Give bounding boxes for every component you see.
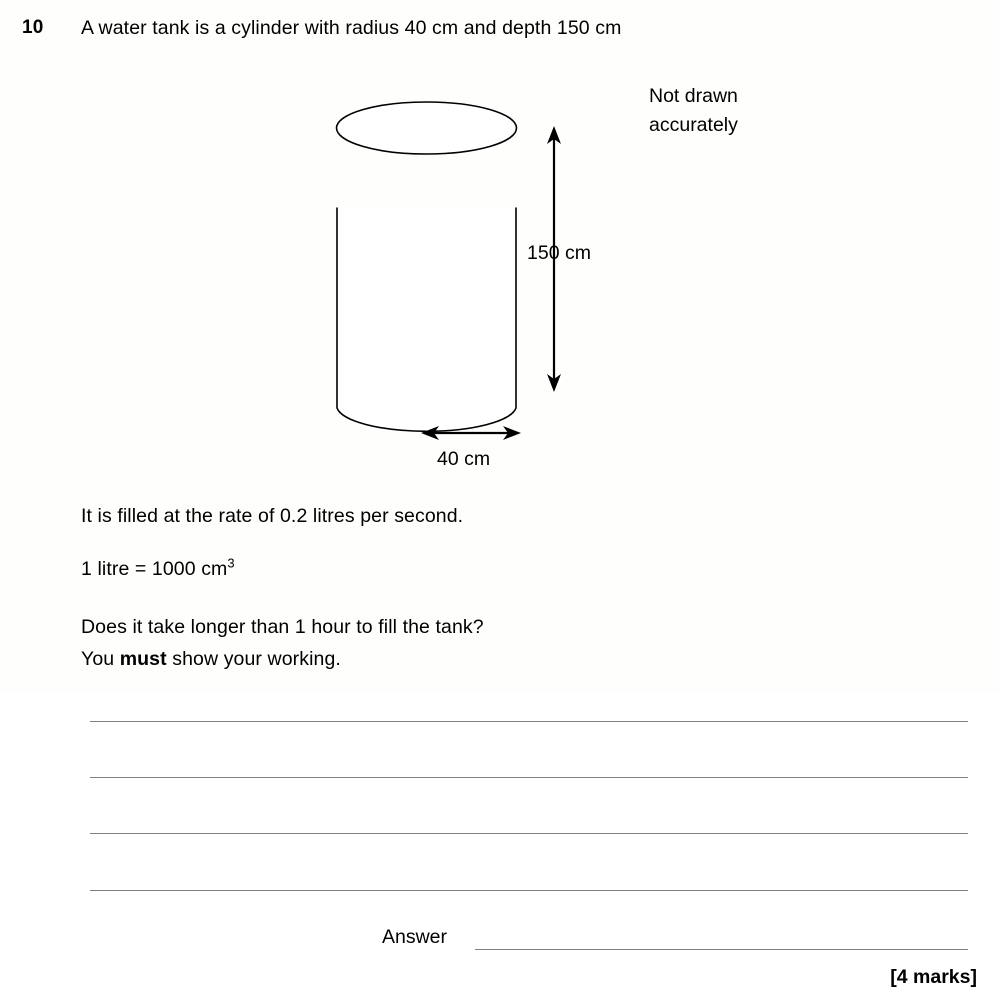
- question-stem: A water tank is a cylinder with radius 40 cm and depth 150 cm: [81, 17, 622, 39]
- fill-rate-text: It is filled at the rate of 0.2 litres per second.: [81, 505, 464, 527]
- not-drawn-line-2: accurately: [649, 114, 738, 136]
- working-line-3[interactable]: [90, 833, 968, 834]
- unit-conversion-text: [81, 555, 235, 581]
- width-dimension-label: 40 cm: [437, 448, 491, 470]
- marks-allocation: [4 marks]: [890, 966, 977, 988]
- working-line-4[interactable]: [90, 890, 968, 891]
- prompt-text-after: show your working.: [166, 648, 341, 670]
- height-dimension-label: 150 cm: [527, 242, 591, 264]
- prompt-text-before: You: [81, 648, 120, 670]
- answer-input-line[interactable]: [475, 949, 968, 950]
- unit-conversion-exponent: 3: [227, 555, 235, 571]
- not-drawn-line-1: Not drawn: [649, 85, 738, 107]
- cylinder-body: [337, 208, 516, 431]
- question-number: 10: [22, 17, 44, 38]
- question-prompt-line-1: Does it take longer than 1 hour to fill the tank?: [81, 616, 484, 638]
- unit-conversion-expression: 1 litre = 1000 cm: [81, 558, 228, 580]
- prompt-emphasis-must: must: [119, 648, 167, 670]
- working-line-2[interactable]: [90, 777, 968, 778]
- working-line-1[interactable]: [90, 721, 968, 722]
- answer-label: Answer: [382, 926, 448, 948]
- cylinder-top-ellipse: [337, 102, 517, 154]
- question-prompt-line-2: [81, 648, 341, 671]
- not-drawn-accurately-note: [649, 82, 738, 140]
- cylinder-diagram: [300, 80, 660, 480]
